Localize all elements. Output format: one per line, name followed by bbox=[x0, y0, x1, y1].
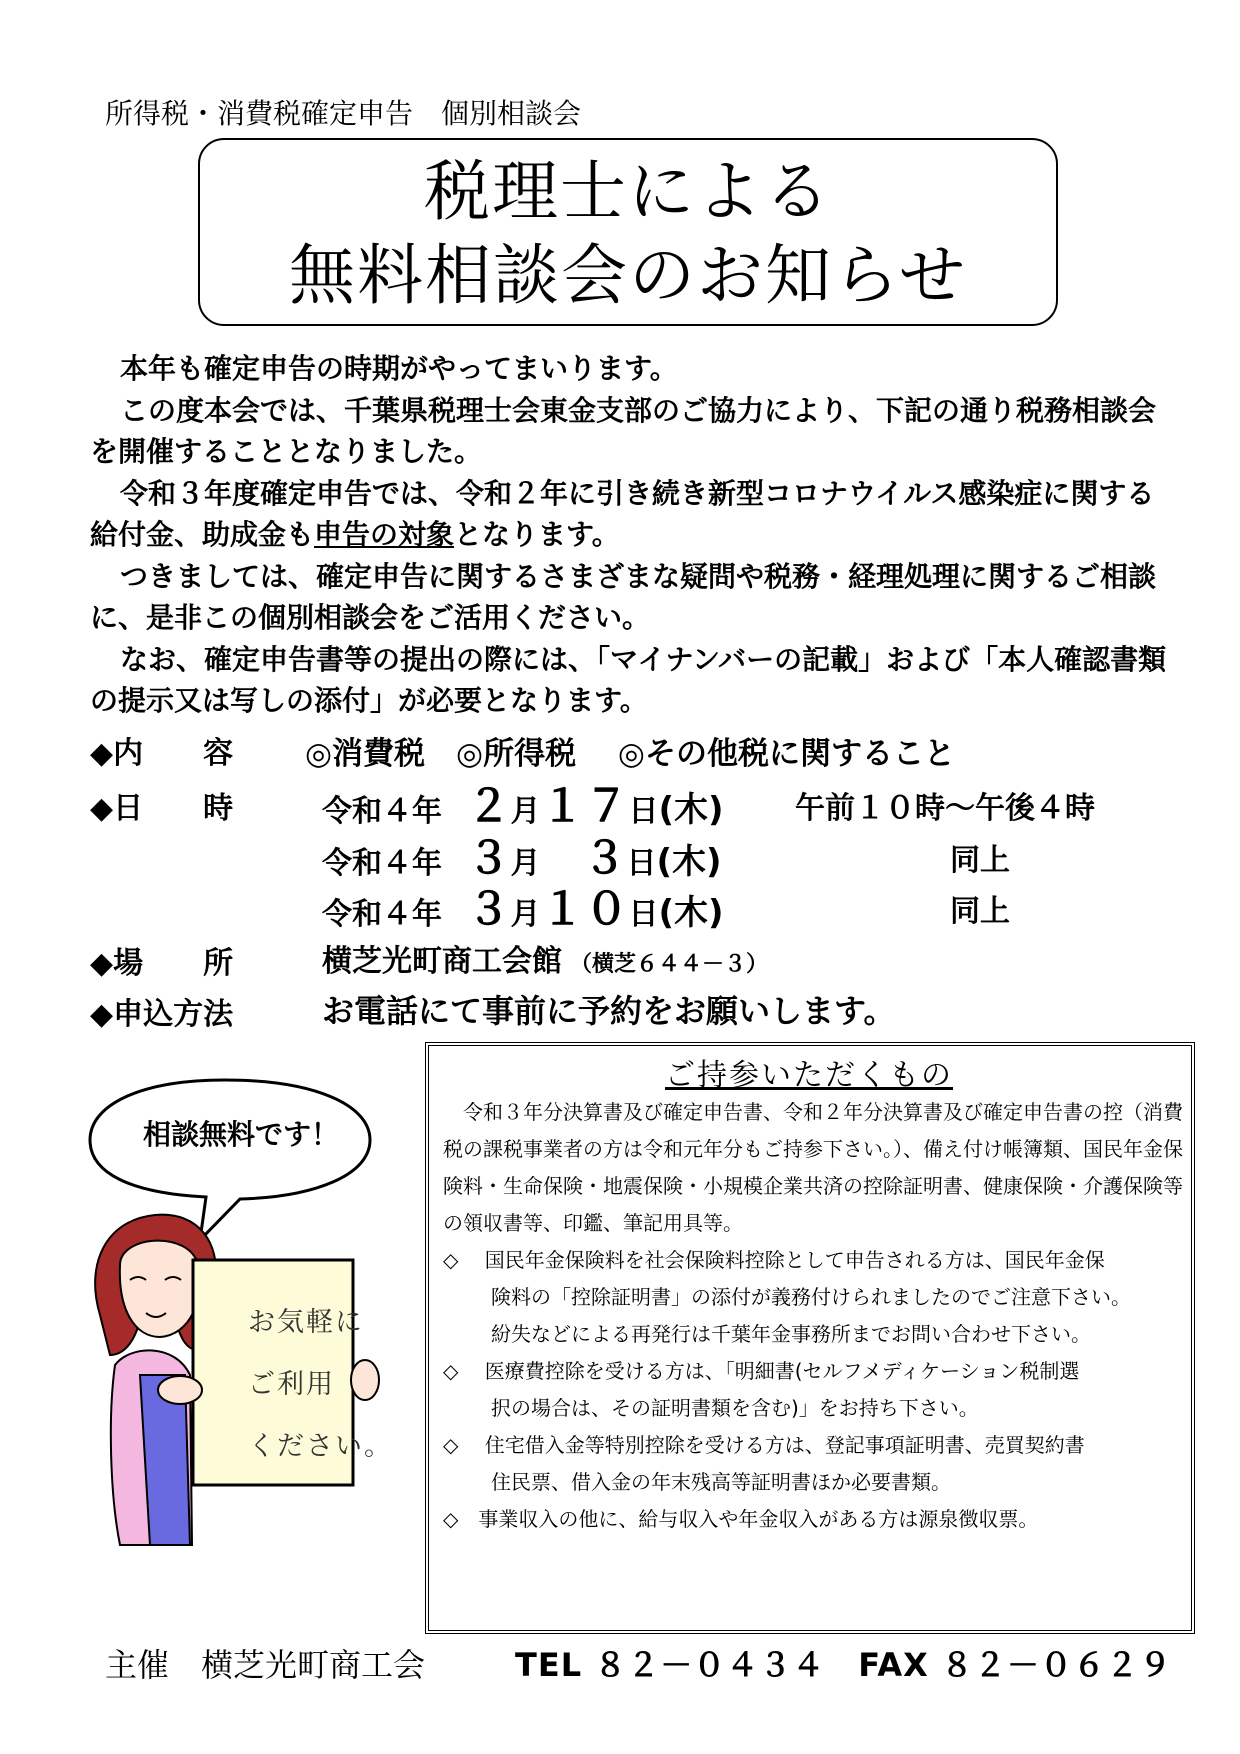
items-to-bring-list bbox=[443, 1094, 1188, 1538]
intro-paragraph-4: つきましては、確定申告に関するさまざまな疑問や税務・経理処理に関するご相談に、是非この個別相談会をご活用ください。 bbox=[90, 559, 1157, 634]
note-text: 険料の「控除証明書」の添付が義務付けられましたのでご注意下さい。 bbox=[491, 1285, 1131, 1309]
title-box bbox=[198, 138, 1058, 326]
left-hand bbox=[158, 1376, 202, 1404]
date-label: ◆日 時 bbox=[90, 791, 234, 826]
intro-paragraph-2: この度本会では、千葉県税理士会東金支部のご協力により、下記の通り税務相談会を開催することとなりました。 bbox=[90, 393, 1157, 468]
items-to-bring-title: ご持参いただくもの bbox=[665, 1058, 953, 1093]
note-text: 紛失などによる再発行は千葉年金事務所までお問い合わせ下さい。 bbox=[491, 1322, 1091, 1346]
note-item-4 bbox=[443, 1501, 1188, 1538]
date-month: ３ bbox=[466, 833, 511, 884]
content-label: ◆内 容 bbox=[90, 736, 234, 771]
note-text: 住民票、借入金の年末残高等証明書ほか必要書類。 bbox=[491, 1470, 951, 1494]
document-subtitle: 所得税・消費税確定申告 個別相談会 bbox=[105, 97, 582, 130]
month-unit: 月 bbox=[510, 846, 541, 881]
diamond-icon: ◇ bbox=[443, 1248, 459, 1272]
date-day: １７ bbox=[540, 781, 629, 832]
date-time-2: 同上 bbox=[950, 843, 1010, 878]
date-time-1: 午前１０時～午後４時 bbox=[795, 791, 1095, 826]
note-item-1 bbox=[443, 1242, 1188, 1353]
items-intro: 令和３年分決算書及び確定申告書、令和２年分決算書及び確定申告書の控（消費税の課税事業者の方は令和元年分もご持参下さい。）、備え付け帳簿類、国民年金保険料・生命保険・地震保険・小規模企業共済の控除証明書、健康保険・介護保険等の領収書等、印鑑、筆記用具等。 bbox=[443, 1100, 1183, 1235]
note-text: 事業収入の他に、給与収入や年金収入がある方は源泉徴収票。 bbox=[478, 1507, 1039, 1531]
month-unit: 月 bbox=[510, 794, 541, 829]
date-weekday: (木) bbox=[658, 790, 724, 830]
date-month: ３ bbox=[466, 884, 511, 935]
intro-paragraph-1: 本年も確定申告の時期がやってまいります。 bbox=[120, 352, 678, 385]
day-unit: 日 bbox=[628, 897, 659, 932]
note-item-2 bbox=[443, 1353, 1188, 1427]
face bbox=[120, 1241, 200, 1337]
diamond-icon: ◇ bbox=[443, 1359, 459, 1383]
title-line-2: 無料相談会のお知らせ bbox=[288, 237, 968, 314]
note-text: 択の場合は、その証明書類を含む)」をお持ち下さい。 bbox=[491, 1396, 979, 1420]
day-unit: 日 bbox=[628, 794, 659, 829]
note-text: 国民年金保険料を社会保険料控除として申告される方は、国民年金保 bbox=[484, 1248, 1105, 1272]
place-row bbox=[322, 936, 768, 980]
intro-text bbox=[90, 348, 1170, 722]
diamond-icon: ◇ bbox=[443, 1433, 459, 1457]
date-day: １０ bbox=[540, 884, 629, 935]
underlined-phrase: 申告の対象 bbox=[314, 518, 455, 551]
organizer: 主催 横芝光町商工会 bbox=[105, 1646, 426, 1684]
date-month: ２ bbox=[466, 781, 511, 832]
sign-line-1: お気軽に bbox=[248, 1307, 364, 1338]
note-text: 住宅借入金等特別控除を受ける方は、登記事項証明書、売買契約書 bbox=[484, 1433, 1085, 1457]
content-value: ◎消費税 ◎所得税 ◎その他税に関すること bbox=[305, 736, 955, 772]
place-label: ◆場 所 bbox=[90, 946, 234, 981]
date-weekday: (木) bbox=[658, 893, 724, 933]
date-weekday: (木) bbox=[656, 842, 722, 882]
day-unit: 日 bbox=[626, 846, 657, 881]
title-line-1: 税理士による bbox=[424, 153, 832, 230]
date-era: 令和４年 bbox=[322, 794, 442, 829]
month-unit: 月 bbox=[510, 897, 541, 932]
date-day: ３ bbox=[582, 833, 627, 884]
sign-text bbox=[248, 1292, 393, 1478]
contact-numbers: TEL ８２－０４３４ FAX ８２－０６２９ bbox=[515, 1646, 1172, 1684]
diamond-icon: ◇ bbox=[443, 1507, 459, 1531]
note-item-3 bbox=[443, 1427, 1188, 1501]
date-row-3 bbox=[322, 873, 724, 937]
intro-paragraph-3-b: となります。 bbox=[454, 518, 620, 551]
date-era: 令和４年 bbox=[322, 897, 442, 932]
date-era: 令和４年 bbox=[322, 846, 442, 881]
bubble-text: 相談無料です！ bbox=[143, 1118, 340, 1151]
place-address: （横芝６４４－３） bbox=[570, 952, 769, 977]
sign-line-2: ご利用 bbox=[248, 1369, 335, 1400]
intro-paragraph-3 bbox=[90, 473, 1170, 556]
intro-paragraph-3-a: 令和３年度確定申告では、令和２年に引き続き新型コロナウイルス感染症に関する給付金、助成金も bbox=[90, 476, 1155, 551]
place-value: 横芝光町商工会館 bbox=[322, 944, 562, 979]
date-time-3: 同上 bbox=[950, 894, 1010, 929]
sign-line-3: ください。 bbox=[248, 1431, 393, 1462]
intro-paragraph-5: なお、確定申告書等の提出の際には、「マイナンバーの記載」および「本人確認書類の提示又は写しの添付」が必要となります。 bbox=[90, 642, 1167, 717]
apply-value: お電話にて事前に予約をお願いします。 bbox=[322, 992, 896, 1030]
apply-label: ◆申込方法 bbox=[90, 997, 234, 1032]
note-text: 医療費控除を受ける方は、「明細書(セルフメディケーション税制選 bbox=[484, 1359, 1080, 1383]
speech-bubble bbox=[90, 1080, 370, 1240]
